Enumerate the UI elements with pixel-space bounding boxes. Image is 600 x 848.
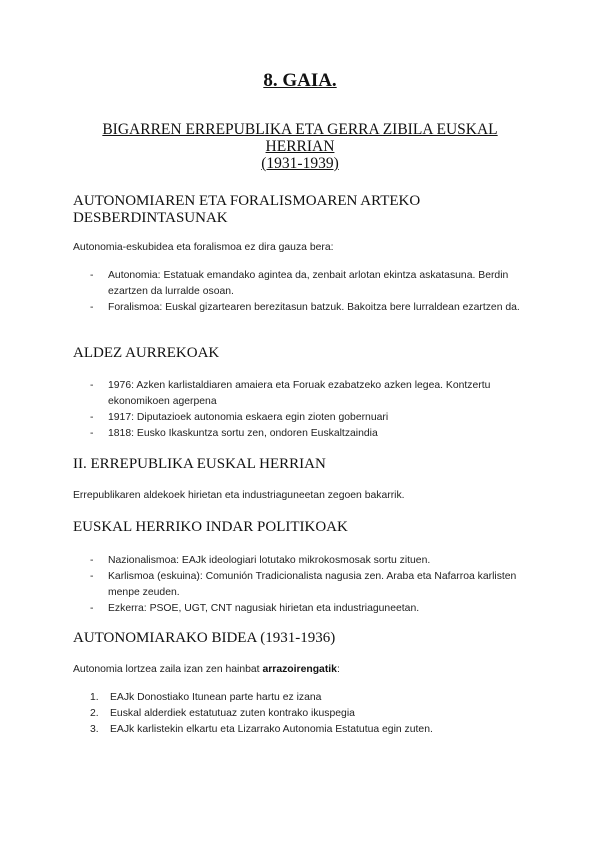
document-title <box>80 121 520 172</box>
list-item-text: Karlismoa (eskuina): Comunión Tradicionalista nagusia zen. Araba eta Nafarroa karlisten menpe zeuden. <box>108 571 517 598</box>
heading-line-1: AUTONOMIAREN ETA FORALISMOAREN ARTEKO <box>73 193 421 209</box>
list-item <box>90 426 530 442</box>
list-item <box>90 553 530 569</box>
section-heading-indar-politikoak: EUSKAL HERRIKO INDAR POLITIKOAK <box>73 519 348 535</box>
numbered-list <box>90 690 530 738</box>
list-item <box>90 601 530 617</box>
list-marker: - <box>90 428 94 439</box>
intro-emphasis: arrazoirengatik <box>262 664 337 675</box>
list-item-text: 1818: Eusko Ikaskuntza sortu zen, ondoren Euskaltzaindia <box>108 428 378 439</box>
section-intro: Autonomia-eskubidea eta foralismoa ez dira gauza bera: <box>73 242 334 253</box>
section-intro <box>73 662 533 678</box>
list-marker: - <box>90 603 94 614</box>
list-item-text: EAJk Donostiako Itunean parte hartu ez izana <box>110 692 322 703</box>
list-item <box>90 722 530 738</box>
list-item-text: 1917: Diputazioek autonomia eskaera egin zioten gobernuari <box>108 412 389 423</box>
list-item-text: Ezkerra: PSOE, UGT, CNT nagusiak hirietan eta industriaguneetan. <box>108 603 420 614</box>
list-marker: - <box>90 571 94 582</box>
section-heading-desberdintasunak <box>73 193 533 227</box>
intro-text: Autonomia lortzea zaila izan zen hainbat <box>73 664 263 675</box>
section-text: Errepublikaren aldekoek hirietan eta industriaguneetan zegoen bakarrik. <box>73 490 405 501</box>
list-marker: 1. <box>90 692 99 703</box>
title-line-1: BIGARREN ERREPUBLIKA ETA GERRA ZIBILA EUSKAL <box>102 121 498 138</box>
list-item <box>90 706 530 722</box>
list-item <box>90 378 530 410</box>
list-marker: - <box>90 302 94 313</box>
chapter-number: 8. GAIA. <box>263 70 337 91</box>
list-item <box>90 410 530 426</box>
list-item-text: 1976: Azken karlistaldiaren amaiera eta Foruak ezabatzeko azken legea. Kontzertu ekonomikoen agerpena <box>108 380 491 407</box>
list-marker: 3. <box>90 724 99 735</box>
list-item-text: Euskal alderdiek estatutuaz zuten kontrako ikuspegia <box>110 708 355 719</box>
list-item-text: Nazionalismoa: EAJk ideologiari lotutako mikrokosmosak sortu zituen. <box>108 555 431 566</box>
title-line-3: (1931-1939) <box>261 155 339 172</box>
list-item <box>90 300 530 316</box>
list-marker: - <box>90 555 94 566</box>
bullet-list <box>90 378 530 442</box>
list-marker: - <box>90 380 94 391</box>
list-marker: - <box>90 270 94 281</box>
section-heading-autonomiarako-bidea: AUTONOMIARAKO BIDEA (1931-1936) <box>73 630 336 646</box>
section-heading-ii-errepublika: II. ERREPUBLIKA EUSKAL HERRIAN <box>73 456 326 472</box>
list-item <box>90 569 530 601</box>
bullet-list <box>90 553 530 617</box>
title-line-2: HERRIAN <box>265 138 335 155</box>
list-item-text: Foralismoa: Euskal gizartearen berezitasun batzuk. Bakoitza bere lurraldean ezartzen da. <box>108 302 520 313</box>
list-marker: 2. <box>90 708 99 719</box>
intro-end: : <box>336 664 340 675</box>
bullet-list <box>90 268 530 316</box>
section-heading-aldez-aurrekoak: ALDEZ AURREKOAK <box>73 345 220 361</box>
list-item-text: Autonomia: Estatuak emandako agintea da, zenbait arlotan ekintza askatasuna. Berdin ezartzen da lurralde osoan. <box>108 270 509 297</box>
heading-line-2: DESBERDINTASUNAK <box>73 210 228 226</box>
list-marker: - <box>90 412 94 423</box>
list-item <box>90 268 530 300</box>
list-item <box>90 690 530 706</box>
list-item-text: EAJk karlistekin elkartu eta Lizarrako Autonomia Estatutua egin zuten. <box>110 724 433 735</box>
